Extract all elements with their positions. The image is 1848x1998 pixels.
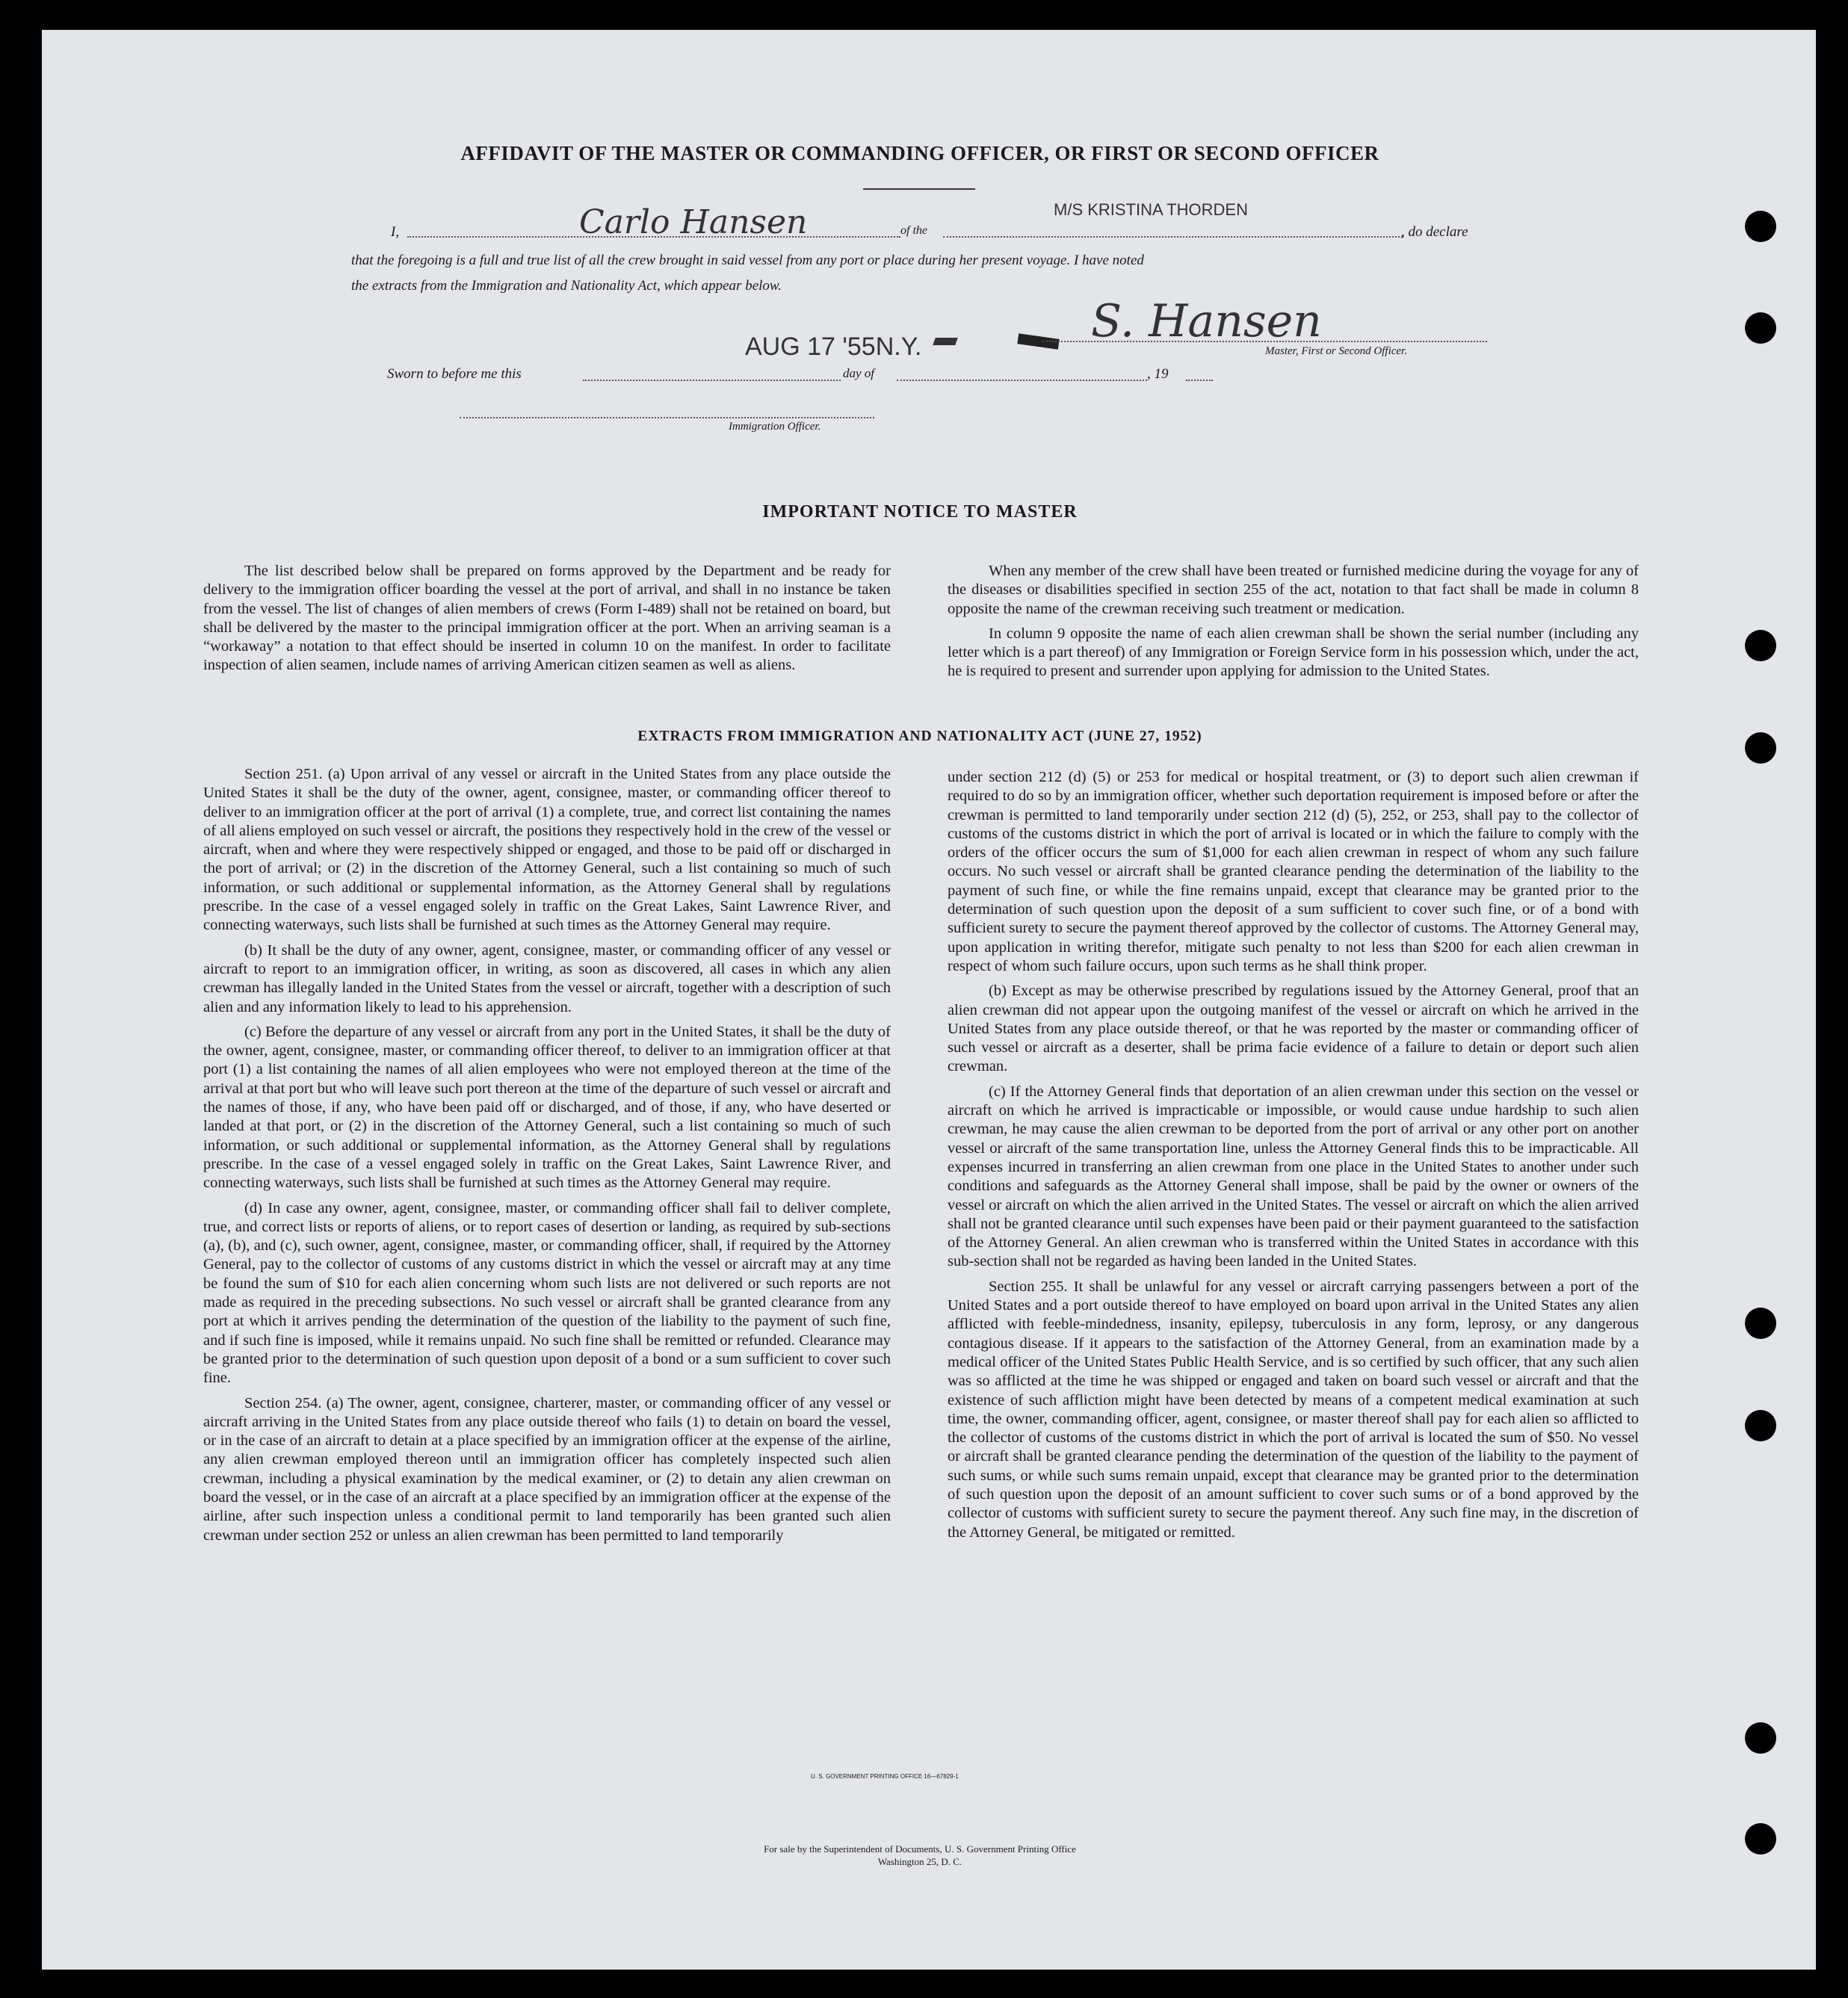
- sworn-label: Sworn to before me this: [387, 366, 522, 382]
- stamp-mark: [933, 338, 958, 345]
- master-label: Master, First or Second Officer.: [1265, 345, 1407, 357]
- extracts-title: EXTRACTS FROM IMMIGRATION AND NATIONALITY ACT (JUNE 27, 1952): [637, 729, 1202, 744]
- section-254a-continued: under section 212 (d) (5) or 253 for medical or hospital treatment, or (3) to deport such alien crewman if required to do so by an immigration officer, whether such deportation requirement is imposed before or after the crewman is permitted to land temporarily under section 212 (d) (5), 252, or 253, shall pay to the collector of customs of the customs district in which the port of arrival is located or in which the failure to comply with the orders of the officer occurs the sum of $1,000 for each alien crewman in respect of whom any such failure occurs. No such vessel or aircraft shall be granted clearance pending the determination of the liability to the payment of such fine, or while the fine remains unpaid, except that clearance may be granted prior to the determination of such question upon the deposit of a sum sufficient to cover such fine, or of a bond with sufficient surety to secure the payment thereof approved by the collector of customs. The Attorney General may, upon application in writing therefor, mitigate such penalty to not less than $200 for each alien crewman in respect of whom such failure occurs, upon such terms as he shall think proper.: [948, 769, 1639, 974]
- section-254c: (c) If the Attorney General finds that deportation of an alien crewman under this section on the vessel or aircraft on which he arrived is impracticable or impossible, or would cause undue hardship to such alien crewman, he may cause the alien crewman to be deported from the port of arrival or any other port on another vessel or aircraft of the same transportation line, unless the Attorney General finds this to be impracticable. All expenses incurred in transferring an alien crewman from one place in the United States to another under such conditions and safeguards as the Attorney General shall impose, shall be paid by the owner or owners of the vessel or aircraft on which the alien arrived in the United States. The vessel or aircraft on which the alien arrived shall not be granted clearance until such expenses have been paid or their payment guaranteed to the satisfaction of the Attorney General. An alien crewman who is transferred within the United States in accordance with this sub-section shall not be regarded as having been landed in the United States.: [948, 1083, 1639, 1270]
- section-255: Section 255. It shall be unlawful for any vessel or aircraft carrying passengers between a port of the United States and a port outside thereof to have employed on board upon arrival in the United States any alien afflicted with feeble-mindedness, insanity, epilepsy, tuberculosis in any form, leprosy, or any dangerous contagious disease. If it appears to the satisfaction of the Attorney General, from an examination made by a medical officer of the United States Public Health Service, and is so certified by such officer, that any such alien was so afflicted at the time he was shipped or engaged and taken on board such vessel or aircraft and that the existence of such affliction might have been detected by means of a competent medical examination at such time, the owner, commanding officer, agent, consignee, or master thereof shall pay for each alien so afflicted to the collector of customs of the customs district in which the port of arrival is located the sum of $50. No vessel or aircraft shall be granted clearance pending the determination of the question of the liability to the payment of such sums, or while such sums remain unpaid, except that clearance may be granted prior to the determination of such question upon the deposit of an amount sufficient to cover such sums or of a bond approved by the collector of customs with sufficient surety to secure the payment thereof. Any such fine may, in the discretion of the Attorney General, be mitigated or remitted.: [948, 1278, 1639, 1541]
- section-254b: (b) Except as may be otherwise prescribed by regulations issued by the Attorney General, proof that an alien crewman did not appear upon the outgoing manifest of the vessel or aircraft on which he arrived in the United States from any place outside thereof, or that he was reported by the master or commanding officer of such vessel or aircraft as a deserter, shall be prima facie evidence of a failure to detain or deport such alien crewman.: [948, 983, 1639, 1075]
- notice-paragraph: When any member of the crew shall have been treated or furnished medicine during the voyage for any of the diseases or disabilities specified in section 255 of the act, notation to that fact shall be made in column 8 opposite the name of the crewman receiving such treatment or medication.: [948, 563, 1639, 617]
- punch-hole: [1745, 1410, 1776, 1441]
- section-251d: (d) In case any owner, agent, consignee, master, or commanding officer shall fail to deliver complete, true, and correct lists or reports of aliens, or to report cases of desertion or landing, as required by sub-sections (a), (b), and (c), such owner, agent, consignee, master, or commanding officer, shall, if required by the Attorney General, pay to the collector of customs of any customs district in which the vessel or aircraft may at any time be found the sum of $10 for each alien concerning whom such lists are not delivered or such reports are not made as required in the preceding subsections. No such vessel or aircraft shall be granted clearance from any port at which it arrives pending the determination of the question of the liability to the payment of such fine, and if such fine is imposed, while it remains unpaid. No such fine shall be remitted or refunded. Clearance may be granted prior to the determination of such question upon deposit of a bond or a sum sufficient to cover such fine.: [203, 1199, 891, 1387]
- section-251c: (c) Before the departure of any vessel or aircraft from any port in the United States, it shall be the duty of the owner, agent, consignee, master, or commanding officer thereof, to deliver to an immigration officer at that port (1) a list containing the names of all alien employees who were not employed thereon at the time of the arrival at that port but who will leave such port thereon at the time of the departure of such vessel or aircraft and the names of those, if any, who have been paid off or discharged, and of those, if any, who have deserted or landed at that port, or (2) in the discretion of the Attorney General, such a list containing so much of such information, or such additional or supplemental information, as the Attorney General shall by regulations prescribe. In the case of a vessel engaged solely in traffic on the Great Lakes, Saint Lawrence River, and connecting waterways, such lists shall be furnished at such times as the Attorney General may require.: [203, 1023, 891, 1192]
- master-name-signature: Carlo Hansen: [579, 203, 808, 241]
- sale-line: For sale by the Superintendent of Documents, U. S. Government Printing Office: [764, 1843, 1076, 1855]
- punch-hole: [1745, 211, 1776, 242]
- year-label: , 19: [1147, 366, 1169, 382]
- notice-right-column: [948, 562, 1639, 687]
- master-signature: S. Hansen: [1091, 295, 1322, 347]
- day-of-label: day of: [843, 366, 875, 380]
- declaration-text: that the foregoing is a full and true list of all the crew brought in said vessel from any port or place during her present voyage. I have noted: [351, 253, 1144, 268]
- extracts-left-column: [203, 765, 891, 1551]
- extracts-right-column: [948, 768, 1639, 1548]
- notice-title: IMPORTANT NOTICE TO MASTER: [762, 502, 1078, 522]
- notice-paragraph: The list described below shall be prepared on forms approved by the Department and be ready for delivery to the immigration officer boarding the vessel at the port of arrival, and shall in no instance be taken from the vessel. The list of changes of alien members of crews (Form I-489) shall not be retained on board, but shall be delivered by the master to the principal immigration officer at the port. When an arriving seaman is a “workaway” a notation to that effect should be inserted in column 10 on the manifest. In order to facilitate inspection of alien seamen, include names of arriving American citizen seamen as well as aliens.: [203, 563, 891, 674]
- i-label: I,: [391, 224, 400, 240]
- declaration-text-2: the extracts from the Immigration and Nationality Act, which appear below.: [351, 278, 782, 294]
- do-declare-label: , do declare: [1401, 224, 1468, 240]
- section-251b: (b) It shall be the duty of any owner, agent, consignee, master, or commanding officer of any vessel or aircraft to report to an immigration officer, in writing, as soon as discovered, all cases in which any alien crewman has illegally landed in the United States from the vessel or aircraft, together with a description of such alien and any information likely to lead to his apprehension.: [203, 941, 891, 1015]
- gpo-line: U. S. GOVERNMENT PRINTING OFFICE 16—67829-1: [811, 1773, 959, 1780]
- title-divider: [863, 188, 975, 190]
- punch-hole: [1745, 312, 1776, 344]
- vessel-name: M/S KRISTINA THORDEN: [1054, 200, 1248, 219]
- vessel-line: [943, 236, 1403, 238]
- sworn-month-line: [897, 380, 1147, 381]
- notice-paragraph: In column 9 opposite the name of each alien crewman shall be shown the serial number (including any letter which is a part thereof) of any Immigration or Foreign Service form in his possession which, under the act, he is required to present and surrender upon applying for admission to the United States.: [948, 625, 1639, 680]
- of-the-label: of the: [900, 224, 927, 237]
- notice-left-column: [203, 562, 891, 681]
- section-254a: Section 254. (a) The owner, agent, consignee, charterer, master, or commanding officer of any vessel or aircraft arriving in the United States from any place outside thereof who fails (1) to detain on board the vessel, or in the case of an aircraft to detain at a place specified by an immigration officer at the expense of the airline, any alien crewman employed thereon until an immigration officer has completely inspected such alien crewman, including a physical examination by the medical examiner, or (2) to detain any alien crewman on board the vessel, or in the case of an aircraft at a place specified by an immigration officer at the expense of the airline, after such inspection unless a conditional permit to land temporarily has been granted such alien crewman under section 252 or unless an alien crewman has been permitted to land temporarily: [203, 1394, 891, 1544]
- sale-line-2: Washington 25, D. C.: [877, 1856, 962, 1867]
- punch-hole: [1745, 1308, 1776, 1339]
- affidavit-title: AFFIDAVIT OF THE MASTER OR COMMANDING OFFICER, OR FIRST OR SECOND OFFICER: [460, 142, 1379, 164]
- signature-line: [1042, 341, 1487, 342]
- sworn-year-line: [1186, 380, 1213, 381]
- section-251a: Section 251. (a) Upon arrival of any vessel or aircraft in the United States from any place outside the United States it shall be the duty of the owner, agent, consignee, master, or commanding officer thereof to deliver to an immigration officer at the port of arrival (1) a complete, true, and correct list containing the names of all aliens employed on such vessel or aircraft, the positions they respectively hold in the crew of the vessel or aircraft, when and where they were respectively shipped or engaged, and those to be paid off or discharged in the port of arrival; or (2) in the discretion of the Attorney General, such a list containing so much of such information, or such additional or supplemental information, as the Attorney General shall by regulations prescribe. In the case of a vessel engaged solely in traffic on the Great Lakes, Saint Lawrence River, and connecting waterways, such lists shall be furnished at such times as the Attorney General may require.: [203, 766, 891, 934]
- officer-label: Immigration Officer.: [729, 421, 821, 433]
- punch-hole: [1745, 630, 1776, 661]
- sworn-day-line: [583, 380, 841, 381]
- punch-hole: [1745, 1722, 1776, 1754]
- officer-line: [460, 417, 874, 418]
- date-stamp: AUG 17 '55N.Y.: [745, 333, 922, 361]
